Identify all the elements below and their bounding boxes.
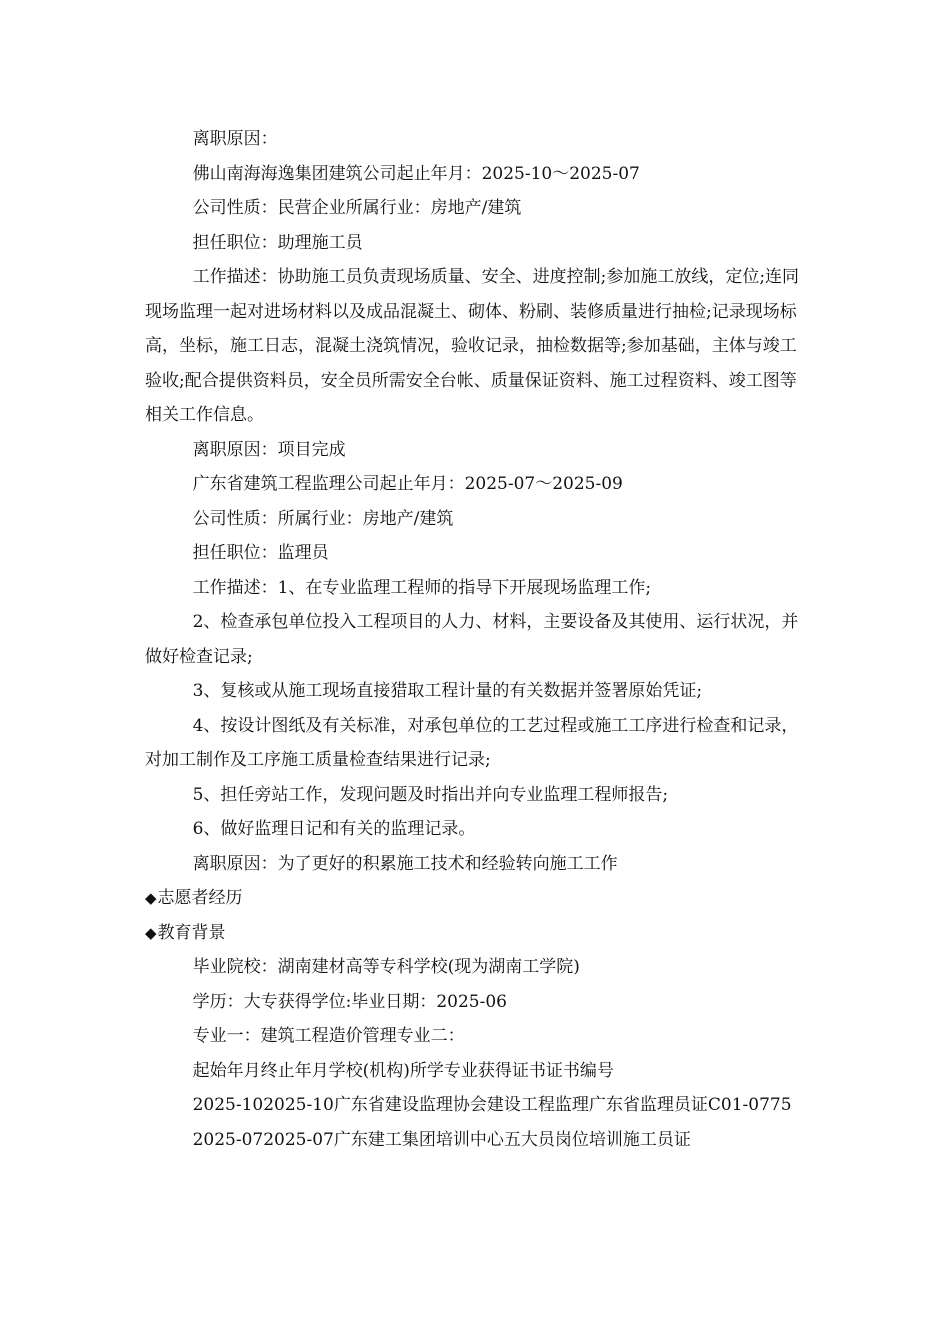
paragraph-duty-6: 6、做好监理日记和有关的监理记录。 <box>192 819 476 839</box>
section-heading-education <box>145 916 805 951</box>
paragraph-leave-reason-3: 离职原因：为了更好的积累施工技术和经验转向施工工作 <box>192 853 618 874</box>
paragraph-leave-reason-1: 离职原因： <box>192 129 278 149</box>
section-title-volunteer: 志愿者经历 <box>157 888 243 908</box>
paragraph-company-nature-1: 公司性质：民营企业所属行业：房地产/建筑 <box>192 198 522 218</box>
diamond-bullet-icon: ◆ <box>145 923 157 942</box>
education-school: 毕业院校：湖南建材高等专科学校(现为湖南工学院) <box>192 957 580 977</box>
paragraph-duty-3: 3、复核或从施工现场直接猎取工程计量的有关数据并签署原始凭证; <box>192 681 703 701</box>
paragraph-position-2: 担任职位：监理员 <box>192 543 329 563</box>
paragraph-job-description-2: 工作描述：1、在专业监理工程师的指导下开展现场监理工作; <box>192 577 652 598</box>
certificate-row-1: 2025-102025-10广东省建设监理协会建设工程监理广东省监理员证C01-0775 <box>192 1095 792 1115</box>
section-title-education: 教育背景 <box>157 922 226 943</box>
education-major: 专业一：建筑工程造价管理专业二： <box>192 1026 465 1046</box>
paragraph-duty-2: 2、检查承包单位投入工程项目的人力、材料，主要设备及其使用、运行状况，并做好检查记录; <box>145 612 799 667</box>
paragraph-leave-reason-2: 离职原因：项目完成 <box>192 439 346 460</box>
education-degree: 学历：大专获得学位:毕业日期：2025-06 <box>192 991 507 1012</box>
paragraph-employer-guangdong: 广东省建筑工程监理公司起止年月：2025-07～2025-09 <box>192 474 623 494</box>
certificate-table-header: 起始年月终止年月学校(机构)所学专业获得证书证书编号 <box>192 1060 614 1081</box>
paragraph-company-nature-2: 公司性质：所属行业：房地产/建筑 <box>192 508 454 529</box>
document-body <box>145 122 805 1157</box>
diamond-bullet-icon: ◆ <box>145 889 157 907</box>
paragraph-position-1: 担任职位：助理施工员 <box>192 232 363 253</box>
paragraph-job-description-1: 工作描述：协助施工员负责现场质量、安全、进度控制;参加施工放线，定位;连同现场监理一起对进场材料以及成品混凝土、砌体、粉刷、装修质量进行抽检;记录现场标高，坐标，施工日志，混凝土浇筑情况，验收记录，抽检数据等;参加基础，主体与竣工验收;配合提供资料员，安全员所需安全台帐、质量保证资料、施工过程资料、竣工图等相关工作信息。 <box>145 267 800 425</box>
section-heading-volunteer <box>145 881 805 916</box>
paragraph-employer-foshan: 佛山南海海逸集团建筑公司起止年月：2025-10～2025-07 <box>192 163 640 184</box>
certificate-row-2: 2025-072025-07广东建工集团培训中心五大员岗位培训施工员证 <box>192 1129 691 1150</box>
paragraph-duty-4: 4、按设计图纸及有关标准，对承包单位的工艺过程或施工工序进行检查和记录，对加工制作及工序施工质量检查结果进行记录; <box>145 715 799 770</box>
paragraph-duty-5: 5、担任旁站工作，发现问题及时指出并向专业监理工程师报告; <box>192 784 669 805</box>
